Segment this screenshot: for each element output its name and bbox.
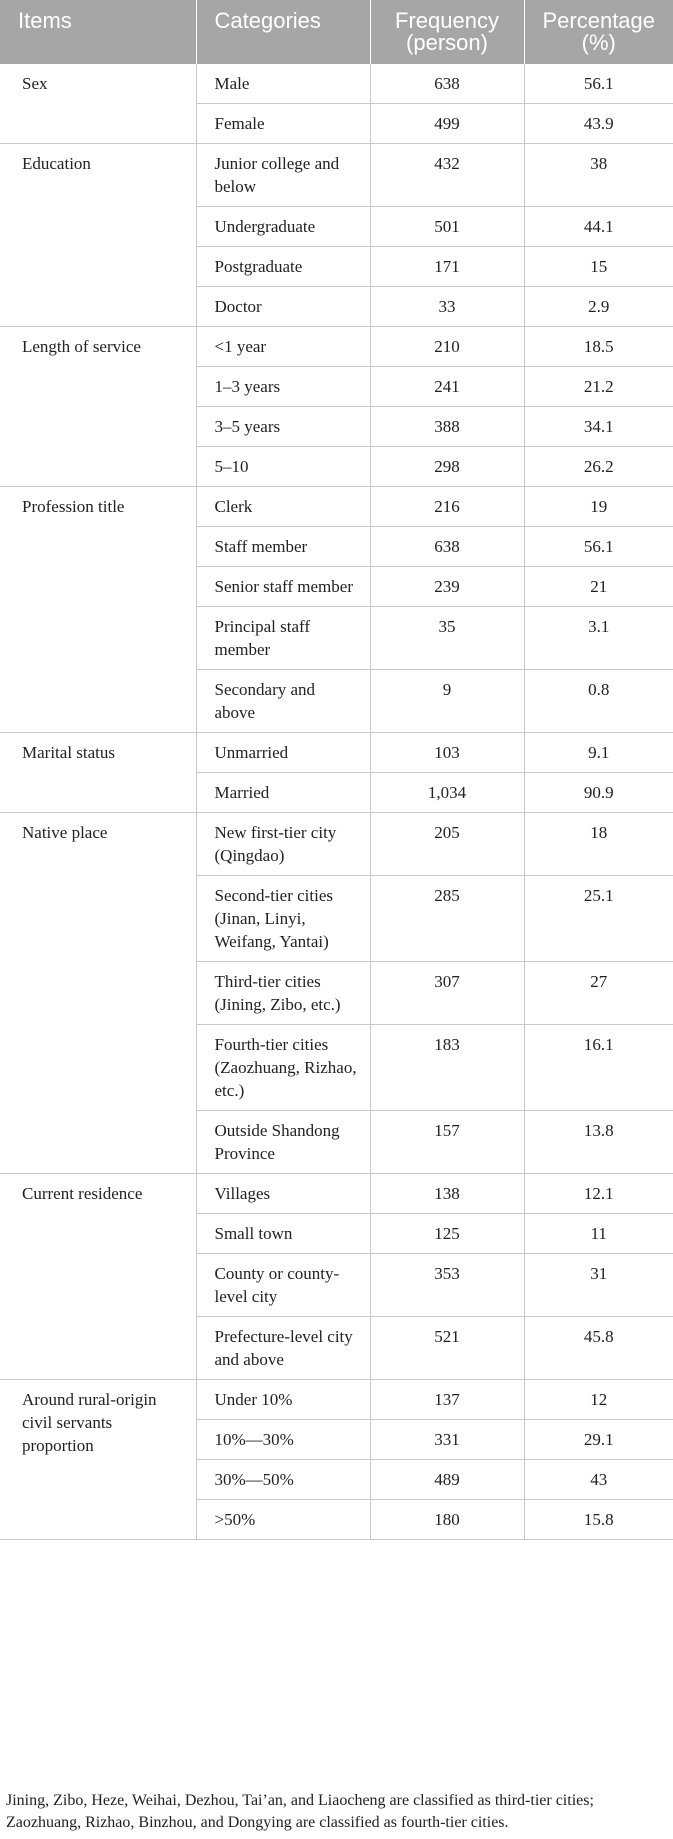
row-percentage: 9.1 <box>524 733 673 773</box>
row-percentage: 21 <box>524 567 673 607</box>
row-item-label: Around rural-origin civil servants proportion <box>0 1380 196 1540</box>
row-percentage: 45.8 <box>524 1317 673 1380</box>
row-category: Junior college and below <box>196 144 370 207</box>
row-percentage: 11 <box>524 1214 673 1254</box>
row-frequency: 331 <box>370 1420 524 1460</box>
row-category: Staff member <box>196 527 370 567</box>
header-row <box>0 0 673 64</box>
row-frequency: 9 <box>370 670 524 733</box>
row-frequency: 307 <box>370 962 524 1025</box>
row-item-label: Sex <box>0 64 196 144</box>
row-frequency: 499 <box>370 104 524 144</box>
row-frequency: 239 <box>370 567 524 607</box>
row-category: Second-tier cities (Jinan, Linyi, Weifang, Yantai) <box>196 876 370 962</box>
row-item-label: Native place <box>0 813 196 1174</box>
row-category: Unmarried <box>196 733 370 773</box>
table-body <box>0 64 673 1540</box>
row-category: Clerk <box>196 487 370 527</box>
row-frequency: 298 <box>370 447 524 487</box>
row-percentage: 43.9 <box>524 104 673 144</box>
row-category: Female <box>196 104 370 144</box>
row-frequency: 171 <box>370 247 524 287</box>
row-percentage: 12.1 <box>524 1174 673 1214</box>
row-frequency: 137 <box>370 1380 524 1420</box>
row-percentage: 90.9 <box>524 773 673 813</box>
table-row <box>0 1174 673 1214</box>
row-category: 3–5 years <box>196 407 370 447</box>
row-percentage: 2.9 <box>524 287 673 327</box>
row-frequency: 489 <box>370 1460 524 1500</box>
row-percentage: 15.8 <box>524 1500 673 1540</box>
row-percentage: 16.1 <box>524 1025 673 1111</box>
row-category: Postgraduate <box>196 247 370 287</box>
row-category: Prefecture-level city and above <box>196 1317 370 1380</box>
row-percentage: 12 <box>524 1380 673 1420</box>
row-percentage: 34.1 <box>524 407 673 447</box>
table-row <box>0 144 673 207</box>
row-category: Small town <box>196 1214 370 1254</box>
row-percentage: 38 <box>524 144 673 207</box>
row-percentage: 18.5 <box>524 327 673 367</box>
row-percentage: 31 <box>524 1254 673 1317</box>
row-frequency: 210 <box>370 327 524 367</box>
row-frequency: 103 <box>370 733 524 773</box>
row-item-label: Marital status <box>0 733 196 813</box>
row-frequency: 501 <box>370 207 524 247</box>
row-frequency: 205 <box>370 813 524 876</box>
row-item-label: Length of service <box>0 327 196 487</box>
row-frequency: 521 <box>370 1317 524 1380</box>
table-footnote: Jining, Zibo, Heze, Weihai, Dezhou, Tai’an, and Liaocheng are classified as third-tier cities; Zaozhuang, Rizhao, Binzhou, and Dongying are classified as fourth-tier cities. <box>6 1792 594 1831</box>
row-percentage: 19 <box>524 487 673 527</box>
table-header <box>0 0 673 64</box>
table-row <box>0 1380 673 1420</box>
row-category: >50% <box>196 1500 370 1540</box>
row-frequency: 388 <box>370 407 524 447</box>
row-category: Outside Shandong Province <box>196 1111 370 1174</box>
row-percentage: 21.2 <box>524 367 673 407</box>
row-percentage: 26.2 <box>524 447 673 487</box>
row-frequency: 1,034 <box>370 773 524 813</box>
row-category: Undergraduate <box>196 207 370 247</box>
row-percentage: 0.8 <box>524 670 673 733</box>
row-category: Senior staff member <box>196 567 370 607</box>
row-category: Secondary and above <box>196 670 370 733</box>
row-category: 5–10 <box>196 447 370 487</box>
row-frequency: 180 <box>370 1500 524 1540</box>
row-item-label: Education <box>0 144 196 327</box>
row-category: Villages <box>196 1174 370 1214</box>
table-row <box>0 487 673 527</box>
row-percentage: 29.1 <box>524 1420 673 1460</box>
row-frequency: 183 <box>370 1025 524 1111</box>
row-item-label: Profession title <box>0 487 196 733</box>
header-frequency: Frequency (person) <box>370 0 524 64</box>
row-frequency: 138 <box>370 1174 524 1214</box>
row-percentage: 27 <box>524 962 673 1025</box>
row-percentage: 3.1 <box>524 607 673 670</box>
row-frequency: 33 <box>370 287 524 327</box>
header-items: Items <box>0 0 196 64</box>
header-percentage: Percentage (%) <box>524 0 673 64</box>
row-category: 1–3 years <box>196 367 370 407</box>
row-item-label: Current residence <box>0 1174 196 1380</box>
row-category: Third-tier cities (Jining, Zibo, etc.) <box>196 962 370 1025</box>
table-row <box>0 813 673 876</box>
row-percentage: 56.1 <box>524 64 673 104</box>
row-percentage: 15 <box>524 247 673 287</box>
row-category: New first-tier city (Qingdao) <box>196 813 370 876</box>
row-category: Fourth-tier cities (Zaozhuang, Rizhao, etc.) <box>196 1025 370 1111</box>
row-percentage: 13.8 <box>524 1111 673 1174</box>
row-frequency: 638 <box>370 64 524 104</box>
row-frequency: 216 <box>370 487 524 527</box>
row-percentage: 18 <box>524 813 673 876</box>
row-frequency: 241 <box>370 367 524 407</box>
row-category: Under 10% <box>196 1380 370 1420</box>
table-row <box>0 64 673 104</box>
row-frequency: 353 <box>370 1254 524 1317</box>
row-frequency: 432 <box>370 144 524 207</box>
row-category: 30%—50% <box>196 1460 370 1500</box>
row-frequency: 638 <box>370 527 524 567</box>
row-category: <1 year <box>196 327 370 367</box>
header-categories: Categories <box>196 0 370 64</box>
row-category: 10%—30% <box>196 1420 370 1460</box>
row-frequency: 157 <box>370 1111 524 1174</box>
row-category: Male <box>196 64 370 104</box>
table-row <box>0 733 673 773</box>
row-category: Doctor <box>196 287 370 327</box>
row-frequency: 35 <box>370 607 524 670</box>
row-frequency: 125 <box>370 1214 524 1254</box>
row-category: County or county-level city <box>196 1254 370 1317</box>
row-percentage: 25.1 <box>524 876 673 962</box>
row-category: Principal staff member <box>196 607 370 670</box>
row-category: Married <box>196 773 370 813</box>
row-percentage: 44.1 <box>524 207 673 247</box>
row-frequency: 285 <box>370 876 524 962</box>
row-percentage: 56.1 <box>524 527 673 567</box>
table-row <box>0 327 673 367</box>
row-percentage: 43 <box>524 1460 673 1500</box>
